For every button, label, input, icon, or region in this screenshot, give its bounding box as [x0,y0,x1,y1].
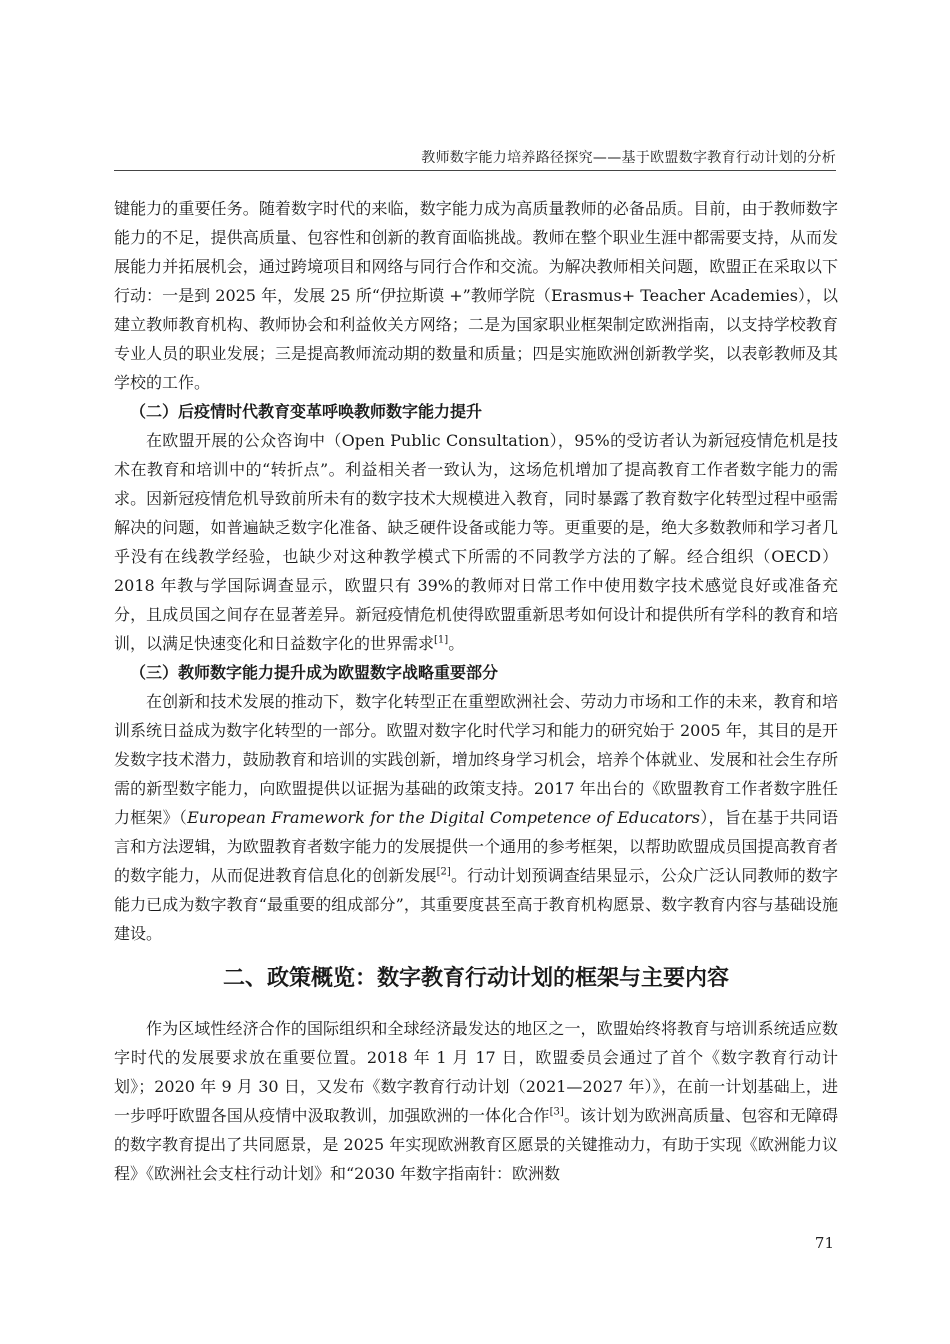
citation-ref-1: [1] [434,634,449,646]
paragraph-strategy-text-c: 。行动计划预调查结果显示，公众广泛认同教师的数字能力已成为数字教育“最重要的组成部分”，其重要度甚至高于教育机构愿景、数字教育内容与基础设施建设。 [114,866,838,943]
subheading-3: （三）教师数字能力提升成为欧盟数字战略重要部分 [130,663,499,682]
article-body [114,194,838,1188]
citation-ref-2: [2] [436,866,451,878]
paragraph-covid-end: 。 [448,634,465,653]
running-header: 教师数字能力培养路径探究——基于欧盟数字教育行动计划的分析 [421,150,836,166]
paragraph-strategy [114,687,838,948]
framework-title-italic: European Framework for the Digital Competence of Educators [187,808,701,827]
paragraph-policy-overview [114,1014,838,1188]
page-number: 71 [814,1234,834,1252]
section-heading-2: 二、政策概览：数字教育行动计划的框架与主要内容 [222,966,729,991]
subheading-2: （二）后疫情时代教育变革呼唤教师数字能力提升 [130,402,483,421]
paragraph-policy-text-b: 。该计划为欧洲高质量、包容和无障碍的数字教育提出了共同愿景，是 2025 年实现欧洲教育区愿景的关键推动力，有助于实现《欧洲能力议程》《欧洲社会支柱行动计划》和“2030 年数字指南针：欧洲数 [114,1106,838,1183]
paragraph-policy-text-a: 作为区域性经济合作的国际组织和全球经济最发达的地区之一，欧盟始终将教育与培训系统适应数字时代的发展要求放在重要位置。2018 年 1 月 17 日，欧盟委员会通过了首个《数字教育行动计划》；2020 年 9 月 30 日，又发布《数字教育行动计划（2021—2027 年）》，在前一计划基础上，进一步呼吁欧盟各国从疫情中汲取教训，加强欧洲的一体化合作 [114,1019,838,1125]
paragraph-strategy-text-b: ），旨在基于共同语言和方法逻辑，为欧盟教育者数字能力的发展提供一个通用的参考框架，以帮助欧盟成员国提高教育者的数字能力，从而促进教育信息化的创新发展 [114,808,838,885]
paragraph-covid-text: 在欧盟开展的公众咨询中（Open Public Consultation），95%的受访者认为新冠疫情危机是技术在教育和培训中的“转折点”。利益相关者一致认为，这场危机增加了提高教育工作者数字能力的需求。因新冠疫情危机导致前所未有的数字技术大规模进入教育，同时暴露了教育数字化转型过程中亟需解决的问题，如普遍缺乏数字化准备、缺乏硬件设备或能力等。更重要的是，绝大多数教师和学习者几乎没有在线教学经验，也缺少对这种教学模式下所需的不同教学方法的了解。经合组织（OECD）2018 年教与学国际调查显示，欧盟只有 39%的教师对日常工作中使用数字技术感觉良好或准备充分，且成员国之间存在显著差异。新冠疫情危机使得欧盟重新思考如何设计和提供所有学科的教育和培训，以满足快速变化和日益数字化的世界需求 [114,431,838,653]
citation-ref-3: [3] [549,1106,564,1118]
header-rule [114,170,836,171]
paragraph-covid [114,426,838,658]
paragraph-continued: 键能力的重要任务。随着数字时代的来临，数字能力成为高质量教师的必备品质。目前，由于教师数字能力的不足，提供高质量、包容性和创新的教育面临挑战。教师在整个职业生涯中都需要支持，从而发展能力并拓展机会，通过跨境项目和网络与同行合作和交流。为解决教师相关问题，欧盟正在采取以下行动：一是到 2025 年，发展 25 所“伊拉斯谟 +”教师学院（Erasmus+ Teacher Academies），以建立教师教育机构、教师协会和利益攸关方网络；二是为国家职业框架制定欧洲指南，以支持学校教育专业人员的职业发展；三是提高教师流动期的数量和质量；四是实施欧洲创新教学奖，以表彰教师及其学校的工作。 [114,199,838,392]
paragraph-strategy-text-a: 在创新和技术发展的推动下，数字化转型正在重塑欧洲社会、劳动力市场和工作的未来，教育和培训系统日益成为数字化转型的一部分。欧盟对数字化时代学习和能力的研究始于 2005 年，其目的是开发数字技术潜力，鼓励教育和培训的实践创新，增加终身学习机会，培养个体就业、发展和社会生存所需的新型数字能力，向欧盟提供以证据为基础的政策支持。2017 年出台的《欧盟教育工作者数字胜任力框架》（ [114,692,838,827]
